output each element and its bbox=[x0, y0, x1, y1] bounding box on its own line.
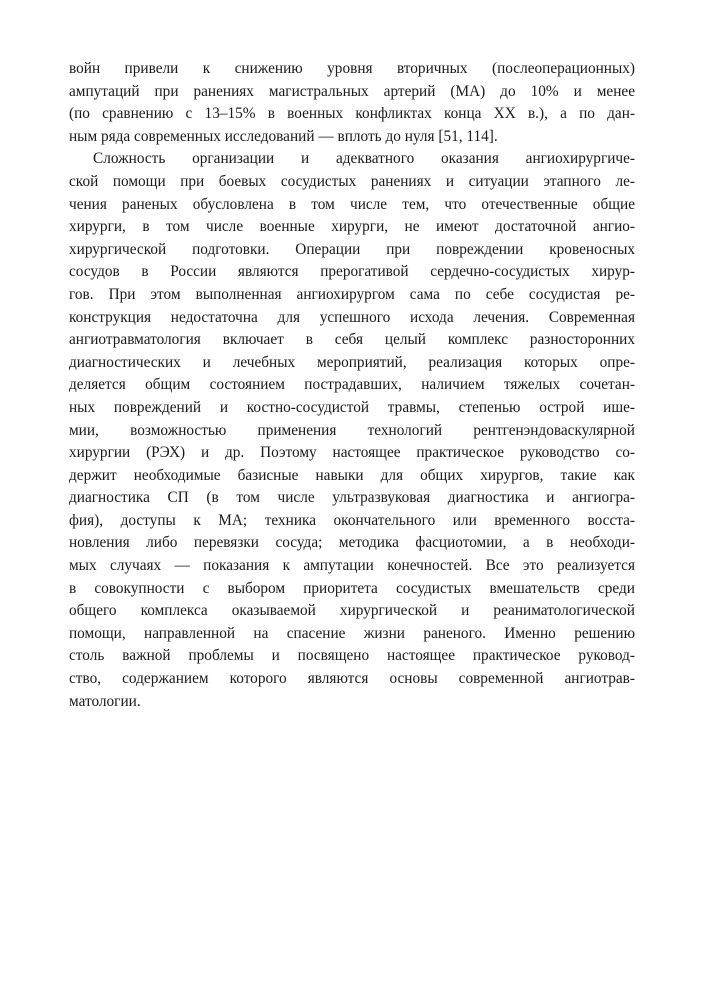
text-line: помощи, направленной на спасение жизни раненого. Именно решению bbox=[69, 624, 635, 642]
text-line: новления либо перевязки сосуда; методика фасциотомии, а в необходи- bbox=[69, 534, 635, 552]
text-line: ской помощи при боевых сосудистых ранениях и ситуации этапного ле- bbox=[69, 172, 635, 190]
text-line: хирургии (РЭХ) и др. Поэтому настоящее практическое руководство со- bbox=[69, 444, 635, 462]
document-page bbox=[69, 58, 635, 713]
text-line: мии, возможностью применения технологий рентгенэндоваскулярной bbox=[69, 421, 635, 439]
text-line: диагностических и лечебных мероприятий, реализация которых опре- bbox=[69, 353, 635, 371]
text-line: в совокупности с выбором приоритета сосудистых вмешательств среди bbox=[69, 579, 635, 597]
text-line: (по сравнению с 13–15% в военных конфликтах конца XX в.), а по дан- bbox=[69, 105, 635, 123]
text-line: Сложность организации и адекватного оказания ангиохирургиче- bbox=[93, 150, 635, 168]
body-text bbox=[69, 58, 635, 713]
text-line: матологии. bbox=[69, 692, 141, 710]
text-line: мых случаях — показания к ампутации конечностей. Все это реализуется bbox=[69, 557, 635, 575]
text-line: войн привели к снижению уровня вторичных (послеоперационных) bbox=[69, 60, 635, 77]
text-line: диагностика СП (в том числе ультразвуковая диагностика и ангиогра- bbox=[69, 489, 635, 507]
text-line: фия), доступы к МА; техника окончательного или временного восста- bbox=[69, 511, 635, 529]
text-line: держит необходимые базисные навыки для общих хирургов, такие как bbox=[69, 466, 635, 484]
text-line: общего комплекса оказываемой хирургической и реаниматологической bbox=[69, 602, 635, 620]
text-line: столь важной проблемы и посвящено настоящее практическое руковод- bbox=[69, 647, 635, 665]
text-line: деляется общим состоянием пострадавших, наличием тяжелых сочетан- bbox=[69, 376, 635, 394]
text-line: ных повреждений и костно-сосудистой травмы, степенью острой ише- bbox=[69, 398, 635, 416]
paragraph bbox=[69, 148, 635, 713]
text-line: чения раненых обусловлена в том числе тем, что отечественные общие bbox=[69, 195, 635, 213]
text-line: гов. При этом выполненная ангиохирургом сама по себе сосудистая ре- bbox=[69, 285, 635, 303]
paragraph bbox=[69, 58, 635, 148]
text-line: хирургической подготовки. Операции при повреждении кровеносных bbox=[69, 240, 635, 258]
text-line: хирурги, в том числе военные хирурги, не имеют достаточной ангио- bbox=[69, 218, 635, 236]
text-line: ампутаций при ранениях магистральных артерий (МА) до 10% и менее bbox=[69, 82, 635, 100]
text-line: ным ряда современных исследований — вплоть до нуля [51, 114]. bbox=[69, 127, 498, 145]
text-line: ангиотравматология включает в себя целый комплекс разносторонних bbox=[69, 331, 635, 349]
text-line: ство, содержанием которого являются основы современной ангиотрав- bbox=[69, 670, 635, 688]
text-line: сосудов в России являются прерогативой сердечно-сосудистых хирур- bbox=[69, 263, 635, 281]
text-line: конструкция недостаточна для успешного исхода лечения. Современная bbox=[69, 308, 635, 326]
